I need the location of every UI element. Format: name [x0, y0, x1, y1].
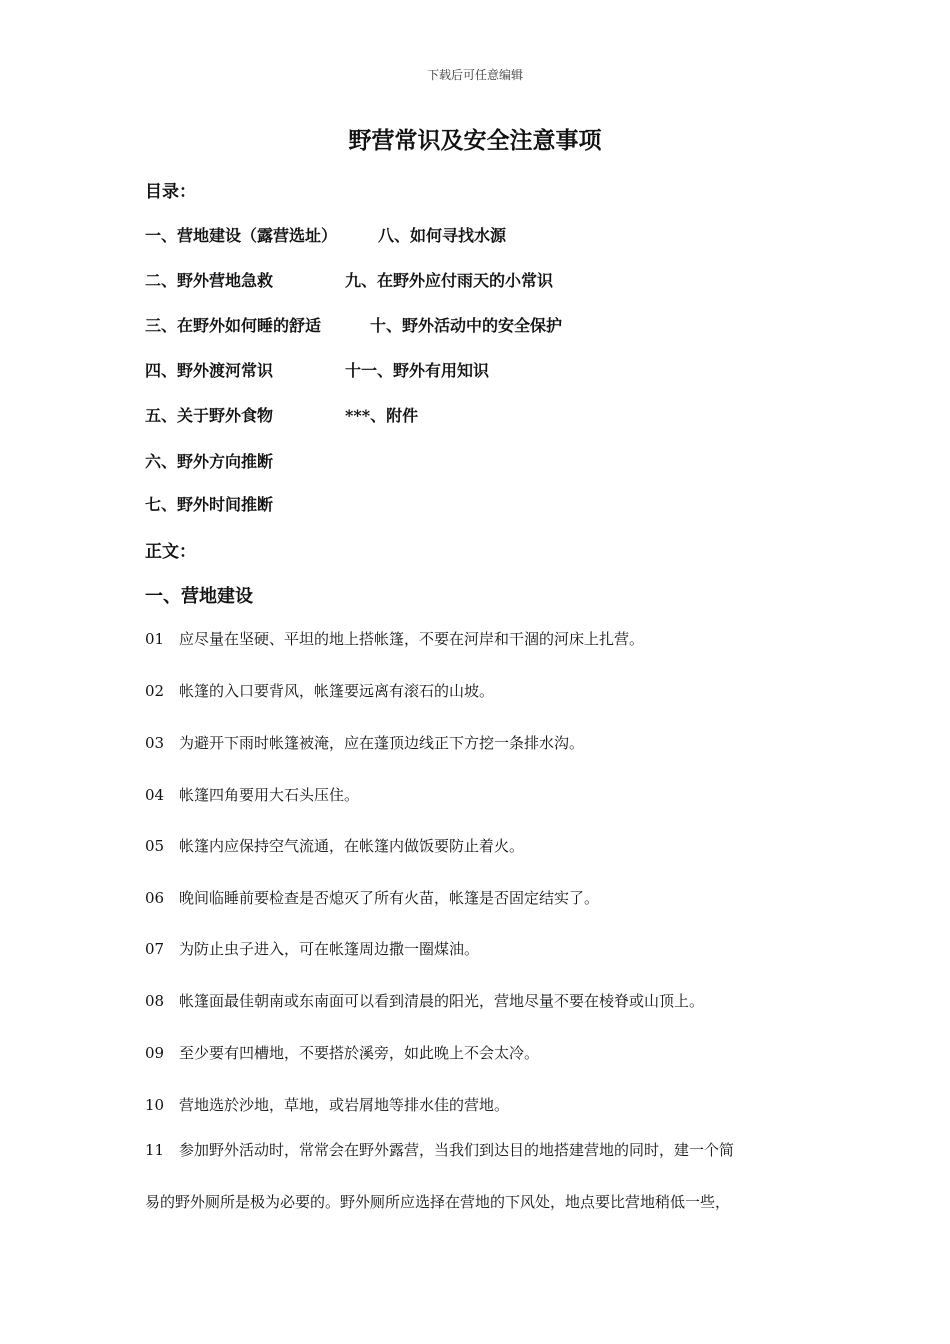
toc-item: 九、在野外应付雨天的小常识 [345, 271, 554, 290]
toc-item: 五、关于野外食物 [145, 406, 274, 425]
item-text: 应尽量在坚硬、平坦的地上搭帐篷，不要在河岸和干涸的河床上扎营。 [179, 630, 645, 648]
item-number: 10 [145, 1096, 165, 1114]
toc-item: 七、野外时间推断 [145, 495, 274, 514]
item-number: 02 [145, 682, 165, 700]
item-number: 08 [145, 992, 165, 1010]
item-number: 11 [145, 1141, 165, 1159]
toc-item: 十、野外活动中的安全保护 [370, 316, 563, 335]
toc-item: 一、营地建设（露营选址） [145, 226, 338, 245]
item-text: 为防止虫子进入，可在帐篷周边撒一圈煤油。 [179, 940, 480, 958]
item-number: 01 [145, 630, 165, 648]
list-item [145, 1139, 734, 1160]
list-item [145, 628, 644, 649]
list-item [145, 835, 524, 856]
list-item [145, 1042, 539, 1063]
item-text: 参加野外活动时，常常会在野外露营，当我们到达目的地搭建营地的同时，建一个简 [179, 1141, 735, 1159]
toc-item: 六、野外方向推断 [145, 452, 274, 471]
list-item [145, 784, 359, 805]
section-title: 一、营地建设 [145, 586, 253, 607]
item-text: 晚间临睡前要检查是否熄灭了所有火苗，帐篷是否固定结实了。 [179, 889, 600, 907]
item-number: 04 [145, 786, 165, 804]
item-text: 帐篷四角要用大石头压住。 [179, 786, 360, 804]
toc-item: 十一、野外有用知识 [345, 361, 490, 380]
list-item [145, 887, 599, 908]
list-item [145, 938, 479, 959]
list-item [145, 680, 494, 701]
body-label: 正文： [145, 542, 196, 562]
list-item [145, 732, 584, 753]
toc-item: 三、在野外如何睡的舒适 [145, 316, 322, 335]
toc-label: 目录： [145, 182, 196, 202]
item-number: 05 [145, 837, 165, 855]
item-text: 帐篷面最佳朝南或东南面可以看到清晨的阳光，营地尽量不要在棱脊或山顶上。 [179, 992, 705, 1010]
paragraph-continuation: 易的野外厕所是极为必要的。野外厕所应选择在营地的下风处，地点要比营地稍低一些， [145, 1193, 731, 1211]
item-text: 营地选於沙地，草地，或岩屑地等排水佳的营地。 [179, 1096, 510, 1114]
item-text: 为避开下雨时帐篷被淹，应在蓬顶边线正下方挖一条排水沟。 [179, 734, 585, 752]
item-number: 07 [145, 940, 165, 958]
toc-item: 八、如何寻找水源 [378, 226, 507, 245]
toc-item: 二、野外营地急救 [145, 271, 274, 290]
page-header: 下载后可任意编辑 [426, 68, 523, 82]
item-text: 帐篷的入口要背风，帐篷要远离有滚石的山坡。 [179, 682, 495, 700]
list-item [145, 990, 704, 1011]
item-number: 03 [145, 734, 165, 752]
toc-item: ***、附件 [345, 406, 419, 425]
item-number: 09 [145, 1044, 165, 1062]
toc-item: 四、野外渡河常识 [145, 361, 274, 380]
document-title: 野营常识及安全注意事项 [348, 127, 602, 154]
list-item [145, 1094, 509, 1115]
item-text: 至少要有凹槽地，不要搭於溪旁，如此晚上不会太冷。 [179, 1044, 540, 1062]
item-number: 06 [145, 889, 165, 907]
item-text: 帐篷内应保持空气流通，在帐篷内做饭要防止着火。 [179, 837, 525, 855]
